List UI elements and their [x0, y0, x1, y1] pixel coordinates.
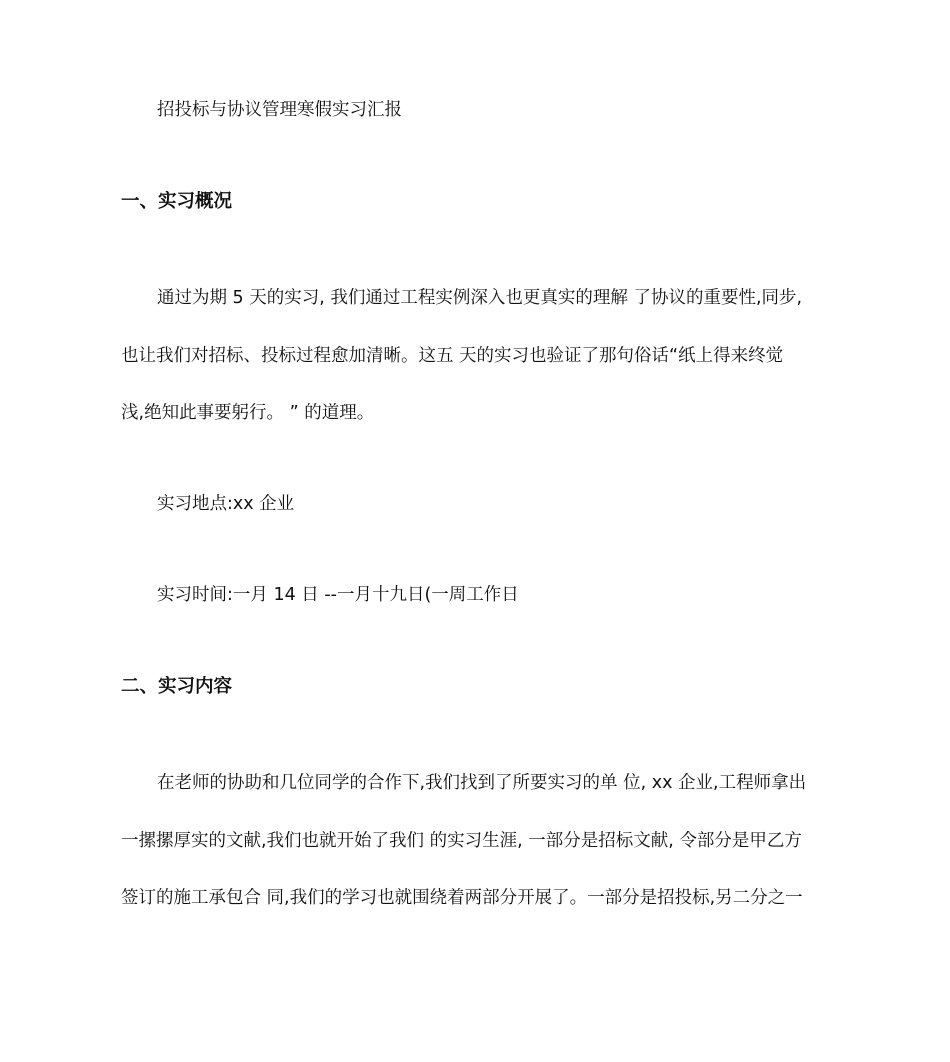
- internship-location: 实习地点:xx 企业: [157, 494, 295, 514]
- content-paragraph-line-2: 一摞摞厚实的文献,我们也就开始了我们 的实习生涯, 一部分是招标文献, 令部分是甲乙方: [121, 831, 802, 851]
- content-paragraph-line-1: 在老师的协助和几位同学的合作下,我们找到了所要实习的单 位, xx 企业,工程师拿出: [157, 773, 807, 793]
- overview-paragraph-line-1: 通过为期 5 天的实习, 我们通过工程实例深入也更真实的理解 了协议的重要性,同步,: [157, 288, 803, 308]
- overview-paragraph-line-2: 也让我们对招标、投标过程愈加清晰。这五 天的实习也验证了那句俗话“纸上得来终觉: [121, 346, 784, 366]
- internship-time: 实习时间:一月 14 日 --一月十九日(一周工作日: [157, 585, 519, 605]
- content-paragraph-line-3: 签订的施工承包合 同,我们的学习也就围绕着两部分开展了。一部分是招投标,另二分之一: [121, 888, 803, 908]
- document-title: 招投标与协议管理寒假实习汇报: [157, 100, 402, 120]
- overview-paragraph-line-3: 浅,绝知此事要躬行。 ” 的道理。: [121, 403, 375, 423]
- section-heading-overview: 一、实习概况: [121, 191, 233, 212]
- section-heading-content: 二、实习内容: [121, 676, 233, 697]
